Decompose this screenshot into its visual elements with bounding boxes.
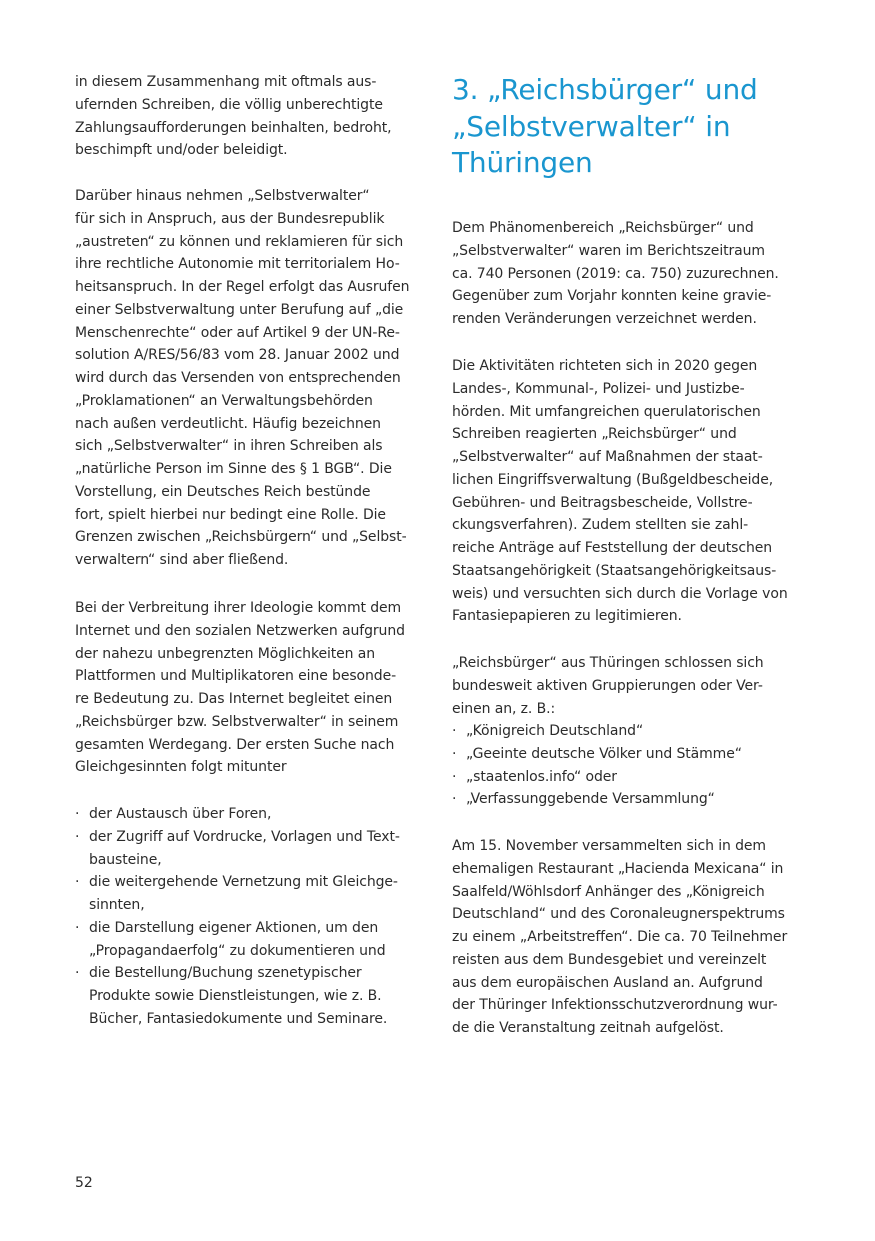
bullet-dot-icon: · bbox=[452, 791, 457, 808]
text-line: sinnten, bbox=[89, 897, 145, 913]
text-line: „Geeinte deutsche Völker und Stämme“ bbox=[466, 745, 742, 762]
text-line: der Zugriff auf Vordrucke, Vorlagen und Text- bbox=[89, 828, 400, 845]
text-line: Bei der Verbreitung ihrer Ideologie kommt dem bbox=[75, 600, 402, 616]
list-item bbox=[75, 917, 400, 963]
text-line: zu einem „Arbeitstreffen“. Die ca. 70 Teilnehmer bbox=[452, 929, 788, 945]
text-line: der Thüringer Infektionsschutzverordnung wur- bbox=[452, 997, 778, 1014]
text-line: ihre rechtliche Autonomie mit territorialem Ho- bbox=[75, 256, 400, 273]
bullet-dot-icon: · bbox=[452, 723, 457, 739]
text-line: einen an, z. B.: bbox=[452, 700, 556, 717]
text-line: beschimpft und/oder beleidigt. bbox=[75, 142, 288, 159]
list-item bbox=[75, 803, 400, 826]
heading-line: Thüringen bbox=[452, 146, 593, 179]
right-bullet-list bbox=[452, 720, 742, 811]
text-line: Vorstellung, ein Deutsches Reich bestünde bbox=[75, 483, 371, 500]
text-line: ehemaligen Restaurant „Hacienda Mexicana“ in bbox=[452, 860, 784, 877]
text-line: „natürliche Person im Sinne des § 1 BGB“. Die bbox=[75, 461, 392, 477]
text-line: „staatenlos.info“ oder bbox=[466, 768, 617, 785]
text-line: „Propagandaerfolg“ zu dokumentieren und bbox=[89, 942, 386, 959]
text-line: re Bedeutung zu. Das Internet begleitet einen bbox=[75, 691, 393, 707]
list-item bbox=[75, 871, 400, 917]
text-line: weis) und versuchten sich durch die Vorlage von bbox=[452, 585, 788, 602]
text-line: „Verfassunggebende Versammlung“ bbox=[466, 791, 715, 808]
text-line: bausteine, bbox=[89, 851, 162, 868]
text-line: einer Selbstverwaltung unter Berufung auf „die bbox=[75, 301, 404, 318]
text-line: der nahezu unbegrenzten Möglichkeiten an bbox=[75, 645, 376, 662]
text-line: Am 15. November versammelten sich in dem bbox=[452, 838, 766, 854]
left-bullet-list bbox=[75, 803, 400, 1031]
text-line: Dem Phänomenbereich „Reichsbürger“ und bbox=[452, 220, 754, 236]
text-line: Internet und den sozialen Netzwerken aufgrund bbox=[75, 622, 405, 639]
text-line: die weitergehende Vernetzung mit Gleichge- bbox=[89, 874, 398, 891]
text-line: Zahlungsaufforderungen beinhalten, bedroht, bbox=[75, 119, 392, 136]
text-line: ckungsverfahren). Zudem stellten sie zahl- bbox=[452, 517, 749, 534]
section-heading bbox=[452, 72, 758, 182]
text-line: Gebühren- und Beitragsbescheide, Vollstre- bbox=[452, 494, 753, 511]
text-line: verwaltern“ sind aber fließend. bbox=[75, 552, 289, 568]
text-line: de die Veranstaltung zeitnah aufgelöst. bbox=[452, 1020, 724, 1036]
text-line: Schreiben reagierten „Reichsbürger“ und bbox=[452, 426, 737, 443]
text-line: für sich in Anspruch, aus der Bundesrepublik bbox=[75, 210, 385, 227]
text-line: reisten aus dem Bundesgebiet und vereinzelt bbox=[452, 951, 767, 968]
text-line: aus dem europäischen Ausland an. Aufgrund bbox=[452, 974, 763, 991]
left-paragraph-1 bbox=[75, 71, 391, 162]
bullet-dot-icon: · bbox=[75, 806, 80, 822]
text-line: bundesweit aktiven Gruppierungen oder Ver- bbox=[452, 677, 763, 694]
text-line: Die Aktivitäten richteten sich in 2020 gegen bbox=[452, 358, 758, 374]
text-line: fort, spielt hierbei nur bedingt eine Rolle. Die bbox=[75, 506, 386, 523]
text-line: „Reichsbürger bzw. Selbstverwalter“ in seinem bbox=[75, 713, 399, 730]
text-line: die Darstellung eigener Aktionen, um den bbox=[89, 919, 379, 936]
text-line: „Proklamationen“ an Verwaltungsbehörden bbox=[75, 392, 373, 409]
text-line: Plattformen und Multiplikatoren eine besonde- bbox=[75, 668, 397, 685]
text-line: hörden. Mit umfangreichen querulatorischen bbox=[452, 403, 761, 420]
bullet-dot-icon: · bbox=[75, 965, 80, 982]
bullet-dot-icon: · bbox=[75, 874, 80, 891]
text-line: Gegenüber zum Vorjahr konnten keine gravie- bbox=[452, 288, 772, 305]
text-line: Saalfeld/Wöhlsdorf Anhänger des „Königreich bbox=[452, 883, 765, 900]
text-line: ca. 740 Personen (2019: ca. 750) zuzurechnen. bbox=[452, 265, 779, 282]
list-item bbox=[75, 962, 400, 1030]
right-paragraph-3 bbox=[452, 652, 764, 720]
text-line: solution A/RES/56/83 vom 28. Januar 2002 und bbox=[75, 347, 400, 364]
text-line: ufernden Schreiben, die völlig unberechtigte bbox=[75, 96, 383, 113]
text-line: „Reichsbürger“ aus Thüringen schlossen sich bbox=[452, 655, 764, 671]
right-paragraph-2 bbox=[452, 355, 788, 628]
text-line: „Selbstverwalter“ auf Maßnahmen der staat- bbox=[452, 449, 763, 465]
heading-line: „Selbstverwalter“ in bbox=[452, 109, 731, 143]
bullet-dot-icon: · bbox=[75, 828, 80, 845]
text-line: „Königreich Deutschland“ bbox=[466, 723, 644, 739]
text-line: Darüber hinaus nehmen „Selbstverwalter“ bbox=[75, 188, 370, 204]
text-line: Landes-, Kommunal-, Polizei- und Justizbe- bbox=[452, 380, 745, 397]
text-line: Staatsangehörigkeit (Staatsangehörigkeitsaus- bbox=[452, 562, 777, 579]
text-line: die Bestellung/Buchung szenetypischer bbox=[89, 965, 362, 982]
text-line: heitsanspruch. In der Regel erfolgt das Ausrufen bbox=[75, 279, 410, 295]
list-item bbox=[452, 720, 742, 743]
text-line: gesamten Werdegang. Der ersten Suche nach bbox=[75, 736, 395, 753]
text-line: Fantasiepapieren zu legitimieren. bbox=[452, 608, 682, 625]
list-item bbox=[452, 743, 742, 766]
list-item bbox=[452, 766, 742, 789]
text-line: der Austausch über Foren, bbox=[89, 806, 272, 822]
right-paragraph-4 bbox=[452, 835, 787, 1040]
bullet-dot-icon: · bbox=[75, 919, 80, 936]
text-line: Produkte sowie Dienstleistungen, wie z. B. bbox=[89, 988, 382, 1004]
text-line: Menschenrechte“ oder auf Artikel 9 der UN-Re- bbox=[75, 324, 400, 341]
text-line: „austreten“ zu können und reklamieren für sich bbox=[75, 233, 404, 250]
text-line: „Selbstverwalter“ waren im Berichtszeitraum bbox=[452, 242, 765, 259]
text-line: wird durch das Versenden von entsprechenden bbox=[75, 370, 401, 386]
page-number: 52 bbox=[75, 1175, 93, 1191]
list-item bbox=[452, 788, 742, 811]
right-paragraph-1 bbox=[452, 217, 779, 331]
text-line: Gleichgesinnten folgt mitunter bbox=[75, 759, 287, 776]
text-line: lichen Eingriffsverwaltung (Bußgeldbescheide, bbox=[452, 471, 774, 488]
text-line: in diesem Zusammenhang mit oftmals aus- bbox=[75, 74, 377, 90]
bullet-dot-icon: · bbox=[452, 768, 457, 785]
bullet-dot-icon: · bbox=[452, 745, 457, 762]
text-line: reiche Anträge auf Feststellung der deutschen bbox=[452, 540, 773, 556]
text-line: renden Veränderungen verzeichnet werden. bbox=[452, 311, 757, 327]
text-line: sich „Selbstverwalter“ in ihren Schreiben als bbox=[75, 438, 383, 455]
text-line: Grenzen zwischen „Reichsbürgern“ und „Selbst- bbox=[75, 529, 407, 546]
text-line: nach außen verdeutlicht. Häufig bezeichnen bbox=[75, 415, 381, 432]
left-paragraph-2 bbox=[75, 185, 409, 572]
text-line: Bücher, Fantasiedokumente und Seminare. bbox=[89, 1010, 388, 1027]
left-paragraph-3 bbox=[75, 597, 405, 779]
list-item bbox=[75, 826, 400, 872]
text-line: Deutschland“ und des Coronaleugnerspektrums bbox=[452, 906, 785, 923]
heading-line: 3. „Reichsbürger“ und bbox=[452, 73, 758, 106]
